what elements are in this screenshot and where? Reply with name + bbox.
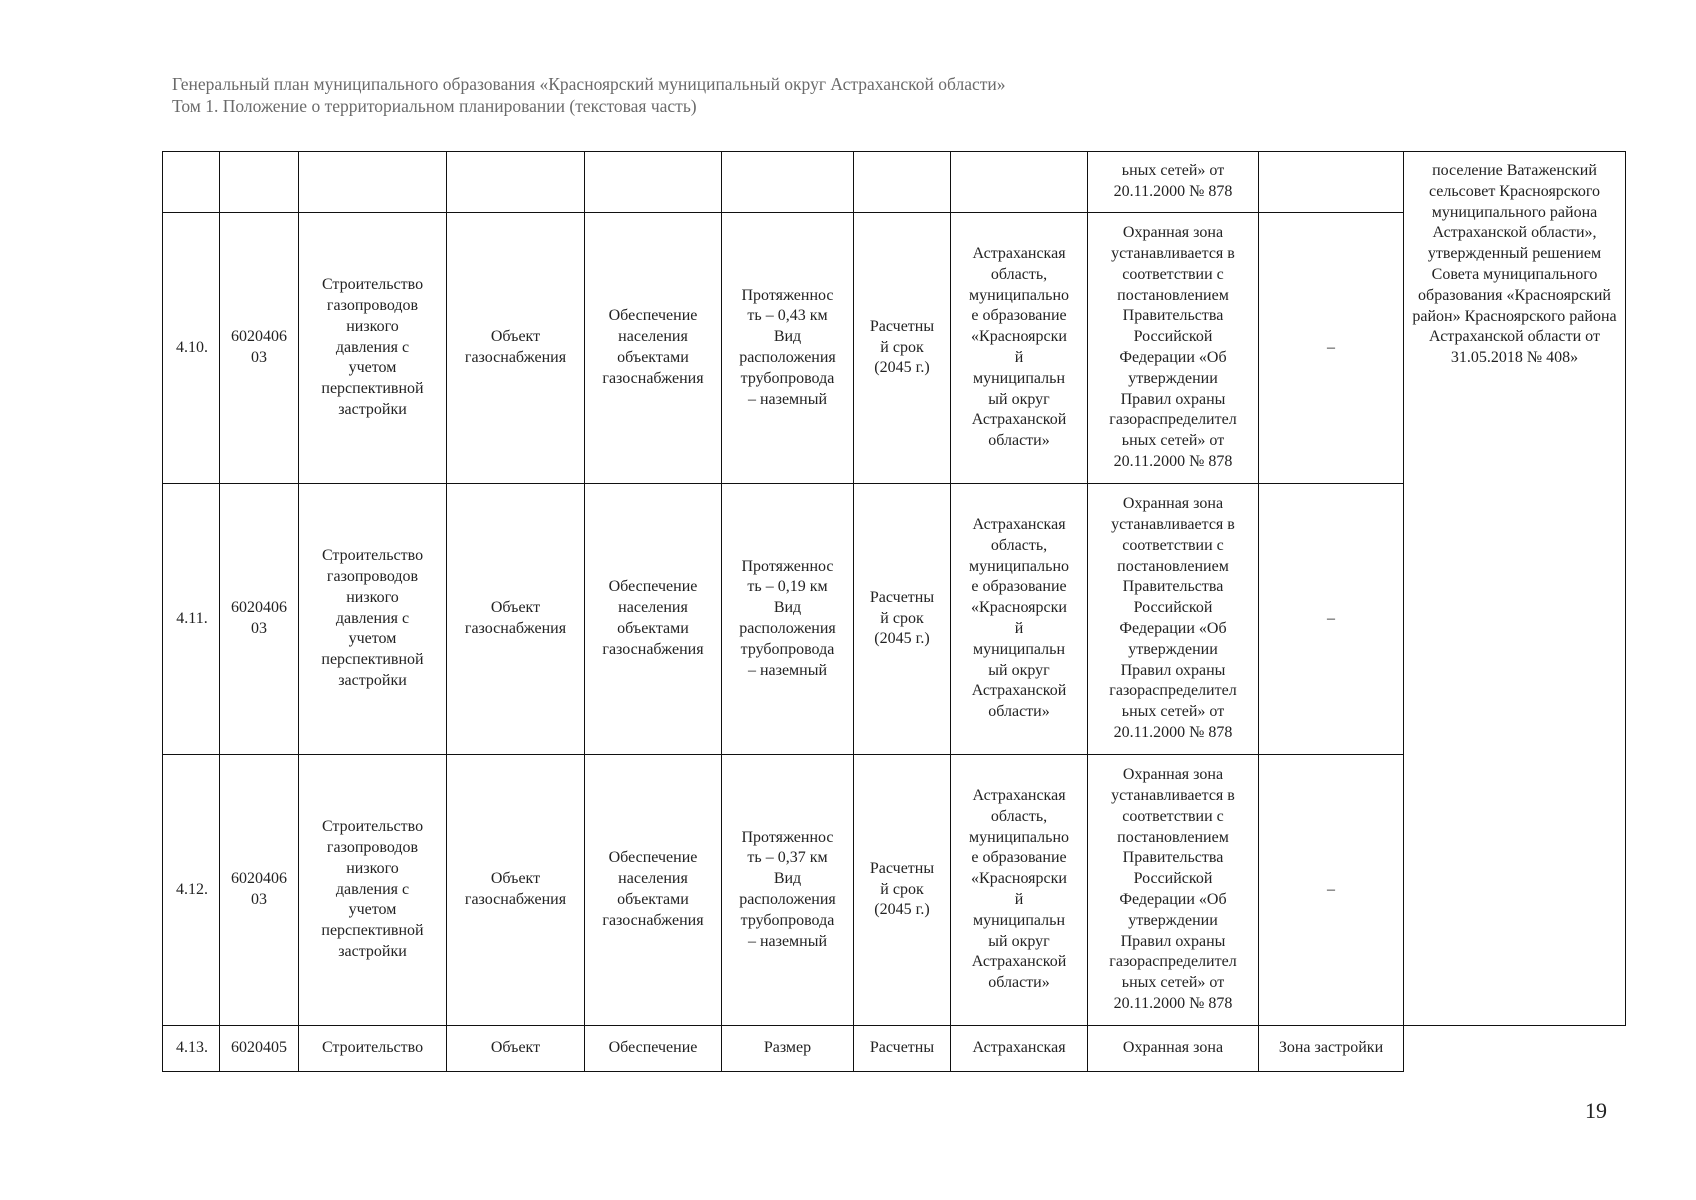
page-number: 19 [1585,1098,1607,1123]
cell-purpose: Обеспечение населения объектами газоснабжения [585,213,722,484]
cell-location: Астраханская область, муниципально е образование «Красноярски й муниципальн ый округ Астраханской области» [951,755,1088,1026]
header-title: Генеральный план муниципального образования «Красноярский муниципальный округ Астраханской области» [172,74,1006,94]
cell-term: Расчетны й срок (2045 г.) [854,213,951,484]
cell-purpose: Обеспечение населения объектами газоснабжения [585,755,722,1026]
cell-purpose [585,152,722,213]
cell-name: Строительство газопроводов низкого давления с учетом перспективной застройки [299,484,447,755]
cell-functional-zone: Зона застройки [1259,1026,1404,1072]
cell-characteristics: Размер [722,1026,854,1072]
cell-characteristics: Протяженнос ть – 0,37 км Вид расположения трубопровода – наземный [722,755,854,1026]
planning-objects-table [162,151,1626,1072]
cell-merged-document: поселение Ватаженский сельсовет Красноярского муниципального района Астраханской области», утвержденный решением Совета муниципального образования «Красноярский район» Красноярского района Астраханской области от 31.05.2018 № 408» [1404,152,1626,1026]
cell-num: 4.13. [163,1026,220,1072]
cell-code [220,152,299,213]
cell-num [163,152,220,213]
cell-characteristics: Протяженнос ть – 0,43 км Вид расположения трубопровода – наземный [722,213,854,484]
cell-term [854,152,951,213]
cell-purpose: Обеспечение [585,1026,722,1072]
cell-term: Расчетны й срок (2045 г.) [854,484,951,755]
cell-code: 6020406 03 [220,213,299,484]
cell-characteristics [722,152,854,213]
cell-code: 6020406 03 [220,484,299,755]
cell-name [299,152,447,213]
cell-location: Астраханская область, муниципально е образование «Красноярски й муниципальн ый округ Астраханской области» [951,484,1088,755]
cell-location [951,152,1088,213]
cell-location: Астраханская область, муниципально е образование «Красноярски й муниципальн ый округ Астраханской области» [951,213,1088,484]
cell-name: Строительство [299,1026,447,1072]
cell-zone: Охранная зона устанавливается в соответствии с постановлением Правительства Российской Федерации «Об утверждении Правил охраны газораспределител ьных сетей» от 20.11.2000 № 878 [1088,755,1259,1026]
cell-num: 4.12. [163,755,220,1026]
cell-type: Объект газоснабжения [447,755,585,1026]
cell-term: Расчетны [854,1026,951,1072]
document-header [172,73,1006,117]
cell-functional-zone: – [1259,755,1404,1026]
cell-functional-zone [1259,152,1404,213]
cell-num: 4.10. [163,213,220,484]
cell-type: Объект газоснабжения [447,213,585,484]
cell-name: Строительство газопроводов низкого давления с учетом перспективной застройки [299,755,447,1026]
cell-zone: Охранная зона устанавливается в соответствии с постановлением Правительства Российской Федерации «Об утверждении Правил охраны газораспределител ьных сетей» от 20.11.2000 № 878 [1088,213,1259,484]
header-subtitle: Том 1. Положение о территориальном планировании (текстовая часть) [172,96,697,116]
cell-name: Строительство газопроводов низкого давления с учетом перспективной застройки [299,213,447,484]
cell-purpose: Обеспечение населения объектами газоснабжения [585,484,722,755]
table-row-continuation [163,152,1626,213]
cell-num: 4.11. [163,484,220,755]
cell-type: Объект [447,1026,585,1072]
cell-type: Объект газоснабжения [447,484,585,755]
cell-zone: Охранная зона устанавливается в соответствии с постановлением Правительства Российской Федерации «Об утверждении Правил охраны газораспределител ьных сетей» от 20.11.2000 № 878 [1088,484,1259,755]
table-row [163,1026,1626,1072]
cell-functional-zone: – [1259,484,1404,755]
cell-zone: ьных сетей» от 20.11.2000 № 878 [1088,152,1259,213]
cell-zone: Охранная зона [1088,1026,1259,1072]
cell-code: 6020406 03 [220,755,299,1026]
cell-location: Астраханская [951,1026,1088,1072]
cell-type [447,152,585,213]
cell-code: 6020405 [220,1026,299,1072]
cell-functional-zone: – [1259,213,1404,484]
cell-term: Расчетны й срок (2045 г.) [854,755,951,1026]
cell-characteristics: Протяженнос ть – 0,19 км Вид расположения трубопровода – наземный [722,484,854,755]
